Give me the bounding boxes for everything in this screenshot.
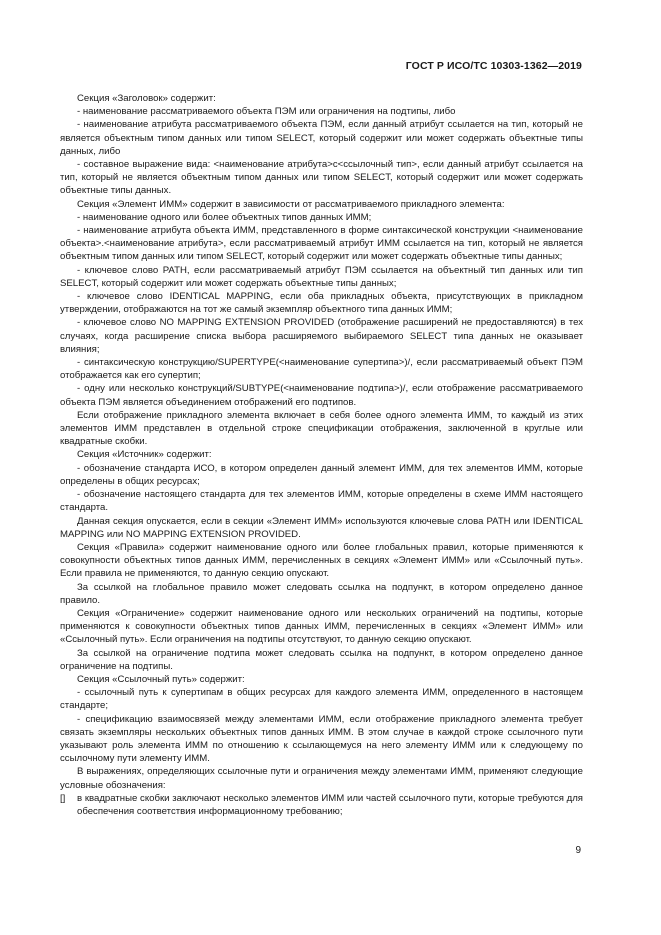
paragraph: За ссылкой на ограничение подтипа может следовать ссылка на подпункт, в котором определено данное ограничение на подтипы. xyxy=(60,647,583,672)
list-item: - обозначение стандарта ИСО, в котором определен данный элемент ИММ, для тех элементов ИММ, которые определены в общих ресурсах; xyxy=(60,462,583,487)
list-item: - наименование одного или более объектных типов данных ИММ; xyxy=(77,211,372,223)
list-item: - одну или несколько конструкций/SUBTYPE(<наименование подтипа>)/, если отображение рассматриваемого объекта ПЭМ является объединением отображений его подтипов. xyxy=(60,383,583,408)
paragraph: Если отображение прикладного элемента включает в себя более одного элемента ИММ, то каждый из этих элементов ИММ представлен в отдельной строке спецификации отображения, заключенной в круглые или квадратные скобки. xyxy=(60,409,583,448)
page-header: ГОСТ Р ИСО/ТС 10303-1362—2019 xyxy=(405,60,582,72)
list-item: - ключевое слово PATH, если рассматриваемый атрибут ПЭМ ссылается на объектный тип данных или тип SELECT, который содержит или может содержать объектные типы данных; xyxy=(60,264,583,289)
notation-term: [] xyxy=(60,792,66,804)
list-item: - наименование рассматриваемого объекта ПЭМ или ограничения на подтипы, либо xyxy=(77,106,456,118)
list-item: - ссылочный путь к супертипам в общих ресурсах для каждого элемента ИММ, определенного в настоящем стандарте; xyxy=(60,687,583,712)
list-item: - синтаксическую конструкцию/SUPERTYPE(<наименование супертипа>)/, если рассматриваемый объект ПЭМ отображается как его супертип; xyxy=(60,357,583,382)
notation-definition xyxy=(60,792,583,818)
page-number: 9 xyxy=(575,845,581,856)
list-item: - обозначение настоящего стандарта для тех элементов ИММ, которые определены в схеме ИММ настоящего стандарта. xyxy=(60,489,583,514)
paragraph: Секция «Элемент ИММ» содержит в зависимости от рассматриваемого прикладного элемента: xyxy=(77,198,505,210)
paragraph: Секция «Источник» содержит: xyxy=(77,449,212,461)
notation-description: в квадратные скобки заключают несколько элементов ИММ или частей ссылочного пути, которые требуются для обеспечения соответствия информационному требованию; xyxy=(77,792,583,817)
list-item: - ключевое слово IDENTICAL MAPPING, если оба прикладных объекта, присутствующих в прикладном утверждении, отображаются на тот же самый экземпляр объектного типа данных ИММ; xyxy=(60,291,583,316)
paragraph: Секция «Ссылочный путь» содержит: xyxy=(77,673,245,685)
list-item: - наименование атрибута объекта ИММ, представленного в форме синтаксической конструкции <наименование объекта>.<наименование атрибута>, если рассматриваемый атрибут ИММ ссылается на тип, который не является объектным типом данных или типом SELECT, который содержит или может содержать объектные типы данных; xyxy=(60,225,583,263)
list-item: - ключевое слово NO MAPPING EXTENSION PROVIDED (отображение расширений не предоставляются) в тех случаях, когда расширение списка выбора расширяемого выбираемого SELECT типа данных не оказывает влияния; xyxy=(60,317,583,355)
paragraph: Секция «Заголовок» содержит: xyxy=(77,93,216,104)
paragraph: Данная секция опускается, если в секции «Элемент ИММ» используются ключевые слова PATH или IDENTICAL MAPPING или NO MAPPING EXTENSION PROVIDED. xyxy=(60,515,583,540)
paragraph: За ссылкой на глобальное правило может следовать ссылка на подпункт, в котором определено данное правило. xyxy=(60,581,583,606)
paragraph: В выражениях, определяющих ссылочные пути и ограничения между элементами ИММ, применяют следующие условные обозначения: xyxy=(60,766,583,791)
paragraph: Секция «Ограничение» содержит наименование одного или нескольких ограничений на подтипы, которые применяются к совокупности объектных типов данных ИММ, перечисленных в секциях «Элемент ИММ» или «Ссылочный путь». Если ограничения на подтипы отсутствуют, то данную секцию опускают. xyxy=(60,607,583,646)
list-item: - составное выражение вида: <наименование атрибута>с<ссылочный тип>, если данный атрибут ссылается на тип, который не является объектным типом данных или типом SELECT, который содержит или может содержать объектные типы данных. xyxy=(60,159,583,197)
list-item: - спецификацию взаимосвязей между элементами ИММ, если отображение прикладного элемента требует связать экземпляры нескольких объектных типов данных ИММ. В этом случае в каждой строке ссылочного пути указывают роль элемента ИММ по отношению к ссылающемуся на него элементу ИММ или к следующему по ссылочному пути элементу ИММ. xyxy=(60,713,583,765)
page-body xyxy=(60,92,583,818)
paragraph: Секция «Правила» содержит наименование одного или более глобальных правил, которые применяются к совокупности объектных типов данных ИММ, перечисленных в секциях «Элемент ИММ» или «Ссылочный путь». Если правила не применяются, то данную секцию опускают. xyxy=(60,541,583,580)
list-item: - наименование атрибута рассматриваемого объекта ПЭМ, если данный атрибут ссылается на тип, который не является объектным типом данных или типом SELECT, который содержит или может содержать объектные типы данных, либо xyxy=(60,119,583,157)
